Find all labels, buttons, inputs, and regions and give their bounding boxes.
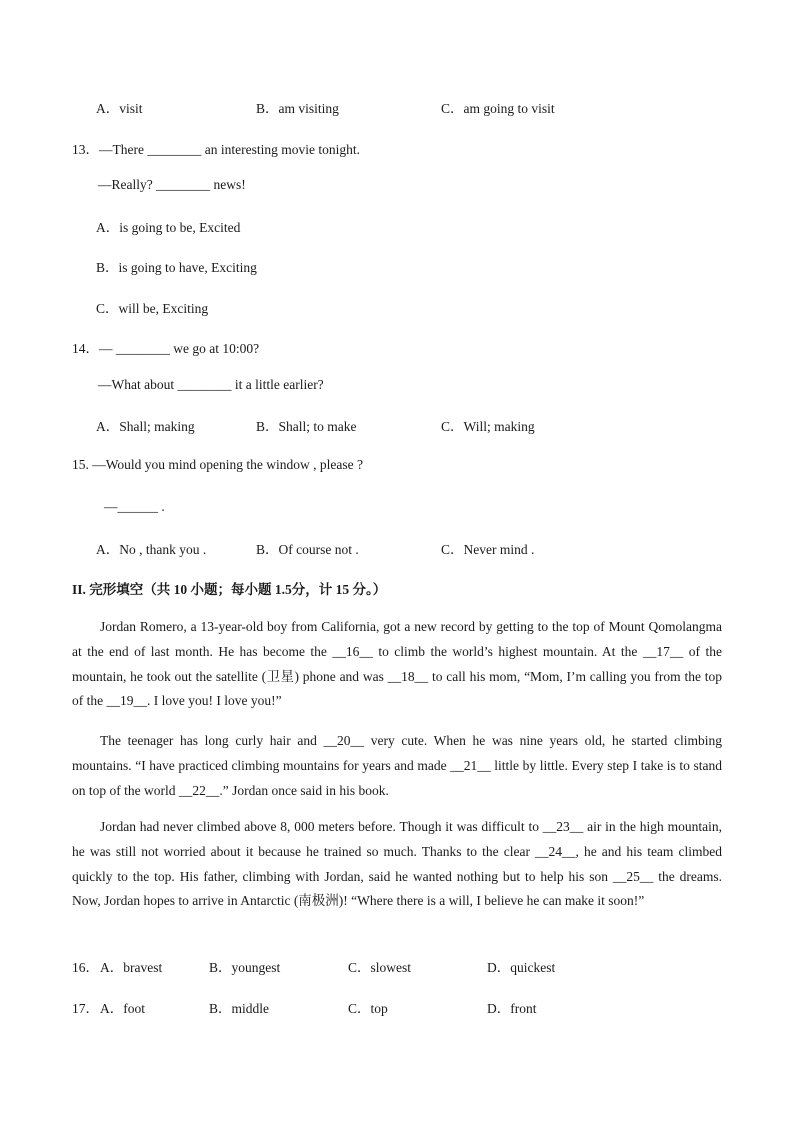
q13-option-b: B．is going to have, Exciting [96, 260, 257, 275]
q17-option-a: A．foot [100, 1001, 145, 1016]
q15-option-a: A．No , thank you . [96, 542, 207, 557]
q14-option-a: A．Shall; making [96, 419, 195, 434]
q15-reply: —______ . [104, 499, 165, 514]
passage-paragraph-1: Jordan Romero, a 13-year-old boy from California, got a new record by getting to the top of Mount Qomolangma at the end of last month. He has become the __16__ to climb the world’s highest mountain. At the __17__ of the mountain, he took out the satellite (卫星) phone and was __18__ to call his mom, “Mom, I’m calling you from the top of the __19__. I love you! I love you!” [72, 619, 722, 709]
q17-option-c: C．top [348, 1001, 388, 1016]
q16-option-c: C．slowest [348, 960, 412, 975]
section-title: II. 完形填空（共 10 小题；每小题 1.5分，计 15 分。） [72, 582, 387, 597]
q16-option-b: B．youngest [209, 960, 281, 975]
q16-option-a: A．bravest [100, 960, 163, 975]
q13-reply: —Really? ________ news! [98, 177, 246, 192]
q16-option-d: D．quickest [487, 960, 556, 975]
q12-option-b: B．am visiting [256, 101, 339, 116]
q17-option-d: D．front [487, 1001, 537, 1016]
q15-option-b: B．Of course not . [256, 542, 359, 557]
q12-option-a: A．visit [96, 101, 143, 116]
passage-paragraph-2: The teenager has long curly hair and __20__ very cute. When he was nine years old, he started climbing mountains. “I have practiced climbing mountains for years and made __21__ little by little. Every step I take is to stand on top of the world __22__.” Jordan once said in his book. [72, 733, 722, 798]
q14-reply: —What about ________ it a little earlier? [98, 377, 324, 392]
q14-option-b: B．Shall; to make [256, 419, 357, 434]
q17-number: 17． [72, 1001, 99, 1016]
q14-option-c: C．Will; making [441, 419, 535, 434]
q13-stem: 13．—There ________ an interesting movie tonight. [72, 142, 360, 157]
q16-number: 16． [72, 960, 99, 975]
q14-stem: 14．— ________ we go at 10:00? [72, 341, 260, 356]
q17-option-b: B．middle [209, 1001, 269, 1016]
q13-option-a: A．is going to be, Excited [96, 220, 241, 235]
q15-stem: 15. —Would you mind opening the window , please ? [72, 457, 363, 472]
q13-option-c: C．will be, Exciting [96, 301, 209, 316]
passage-paragraph-3: Jordan had never climbed above 8, 000 meters before. Though it was difficult to __23__ air in the high mountain, he was still not worried about it because he trained so much. Thanks to the clear __24__, he and his team climbed quickly to the top. His father, climbing with Jordan, said he wanted nothing but to help his son __25__ the dreams. Now, Jordan hopes to arrive in Antarctic (南极洲)! “Where there is a will, I believe he can make it soon!” [72, 819, 722, 909]
q12-option-c: C．am going to visit [441, 101, 555, 116]
q15-option-c: C．Never mind . [441, 542, 535, 557]
